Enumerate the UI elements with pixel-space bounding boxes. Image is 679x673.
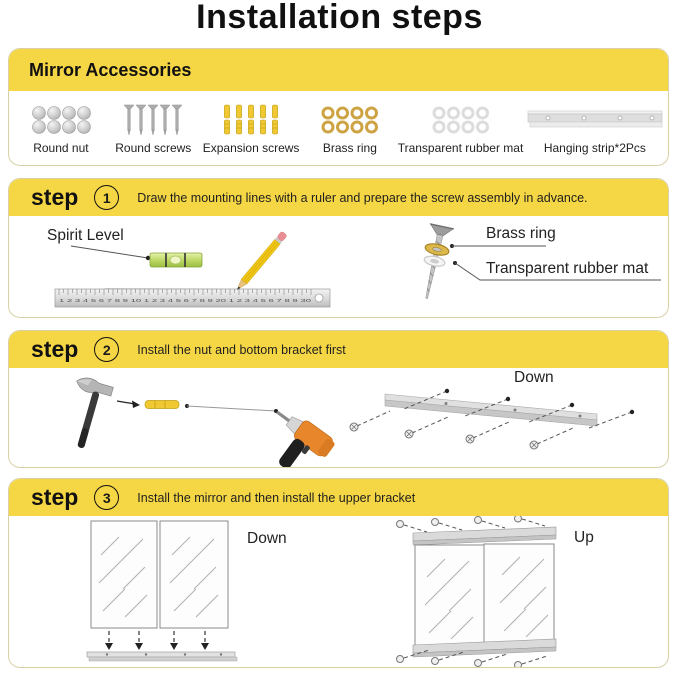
spirit-level-label: Spirit Level xyxy=(47,227,124,244)
page-title: Installation steps xyxy=(196,0,483,36)
step2-body xyxy=(9,368,668,468)
step-description: Draw the mounting lines with a ruler and prepare the screw assembly in advance. xyxy=(137,190,588,205)
hammer-graphic xyxy=(59,375,114,452)
strip-graphic-left xyxy=(87,652,237,661)
step1-header xyxy=(9,179,668,216)
step-number-badge: 3 xyxy=(94,485,119,510)
ruler-scale: 1 2 3 4 5 6 7 8 9 10 1 2 3 4 5 6 7 8 9 20 1 2 3 4 5 6 7 8 9 30 xyxy=(59,298,313,303)
hanging-strip-icon xyxy=(526,102,664,138)
step-number-badge: 1 xyxy=(94,185,119,210)
accessory-label: Round nut xyxy=(33,140,89,155)
accessories-row xyxy=(9,91,668,165)
down-label: Down xyxy=(247,530,287,547)
down-label: Down xyxy=(514,369,554,386)
rubber-mat-icon xyxy=(430,102,492,138)
step-word: step xyxy=(31,184,79,210)
accessory-round-nut xyxy=(13,102,109,155)
step2-panel xyxy=(8,330,669,468)
brass-ring-icon xyxy=(319,102,381,138)
step3-header xyxy=(9,479,668,516)
up-label: Up xyxy=(574,529,594,546)
step1-panel xyxy=(8,178,669,318)
rubber-mat-label: Transparent rubber mat xyxy=(486,260,649,277)
accessory-label: Transparent rubber mat xyxy=(397,140,524,155)
accessories-header xyxy=(9,49,668,91)
expansion-screws-icon xyxy=(220,102,282,138)
step-number-badge: 2 xyxy=(94,337,119,362)
accessory-round-screws xyxy=(109,102,198,155)
mirrors-graphic-left xyxy=(91,521,228,628)
pencil-graphic xyxy=(234,231,287,292)
accessory-hanging-strip xyxy=(526,102,664,155)
ruler-graphic xyxy=(55,289,330,307)
step-word: step xyxy=(31,336,79,362)
step3-illustration xyxy=(9,516,669,668)
accessory-label: Expansion screws xyxy=(202,140,300,155)
round-screws-icon xyxy=(123,102,183,138)
accessories-header-label: Mirror Accessories xyxy=(29,59,192,80)
step3-panel xyxy=(8,478,669,668)
step1-body xyxy=(9,216,668,318)
accessory-label: Round screws xyxy=(115,140,192,155)
step2-header xyxy=(9,331,668,368)
anchor-graphic xyxy=(145,401,179,409)
brass-ring-label: Brass ring xyxy=(486,225,556,242)
bottom-bracket-graphic xyxy=(385,394,597,426)
drill-graphic xyxy=(253,403,337,468)
down-arrows xyxy=(109,631,205,644)
accessory-label: Hanging strip*2Pcs xyxy=(543,140,646,155)
screw-assembly-graphic xyxy=(415,224,454,301)
accessories-panel xyxy=(8,48,669,166)
step-description: Install the mirror and then install the upper bracket xyxy=(137,490,416,505)
step-word: step xyxy=(31,484,79,510)
spirit-level-graphic xyxy=(150,253,202,267)
step3-body xyxy=(9,516,668,668)
round-nut-icon xyxy=(30,102,92,138)
step2-illustration xyxy=(9,368,669,468)
accessory-label: Brass ring xyxy=(322,140,377,155)
accessory-rubber-mat xyxy=(395,102,525,155)
accessory-expansion-screws xyxy=(198,102,305,155)
accessory-brass-ring xyxy=(304,102,395,155)
mirrors-graphic-right xyxy=(413,527,556,657)
step-description: Install the nut and bottom bracket first xyxy=(137,342,346,357)
